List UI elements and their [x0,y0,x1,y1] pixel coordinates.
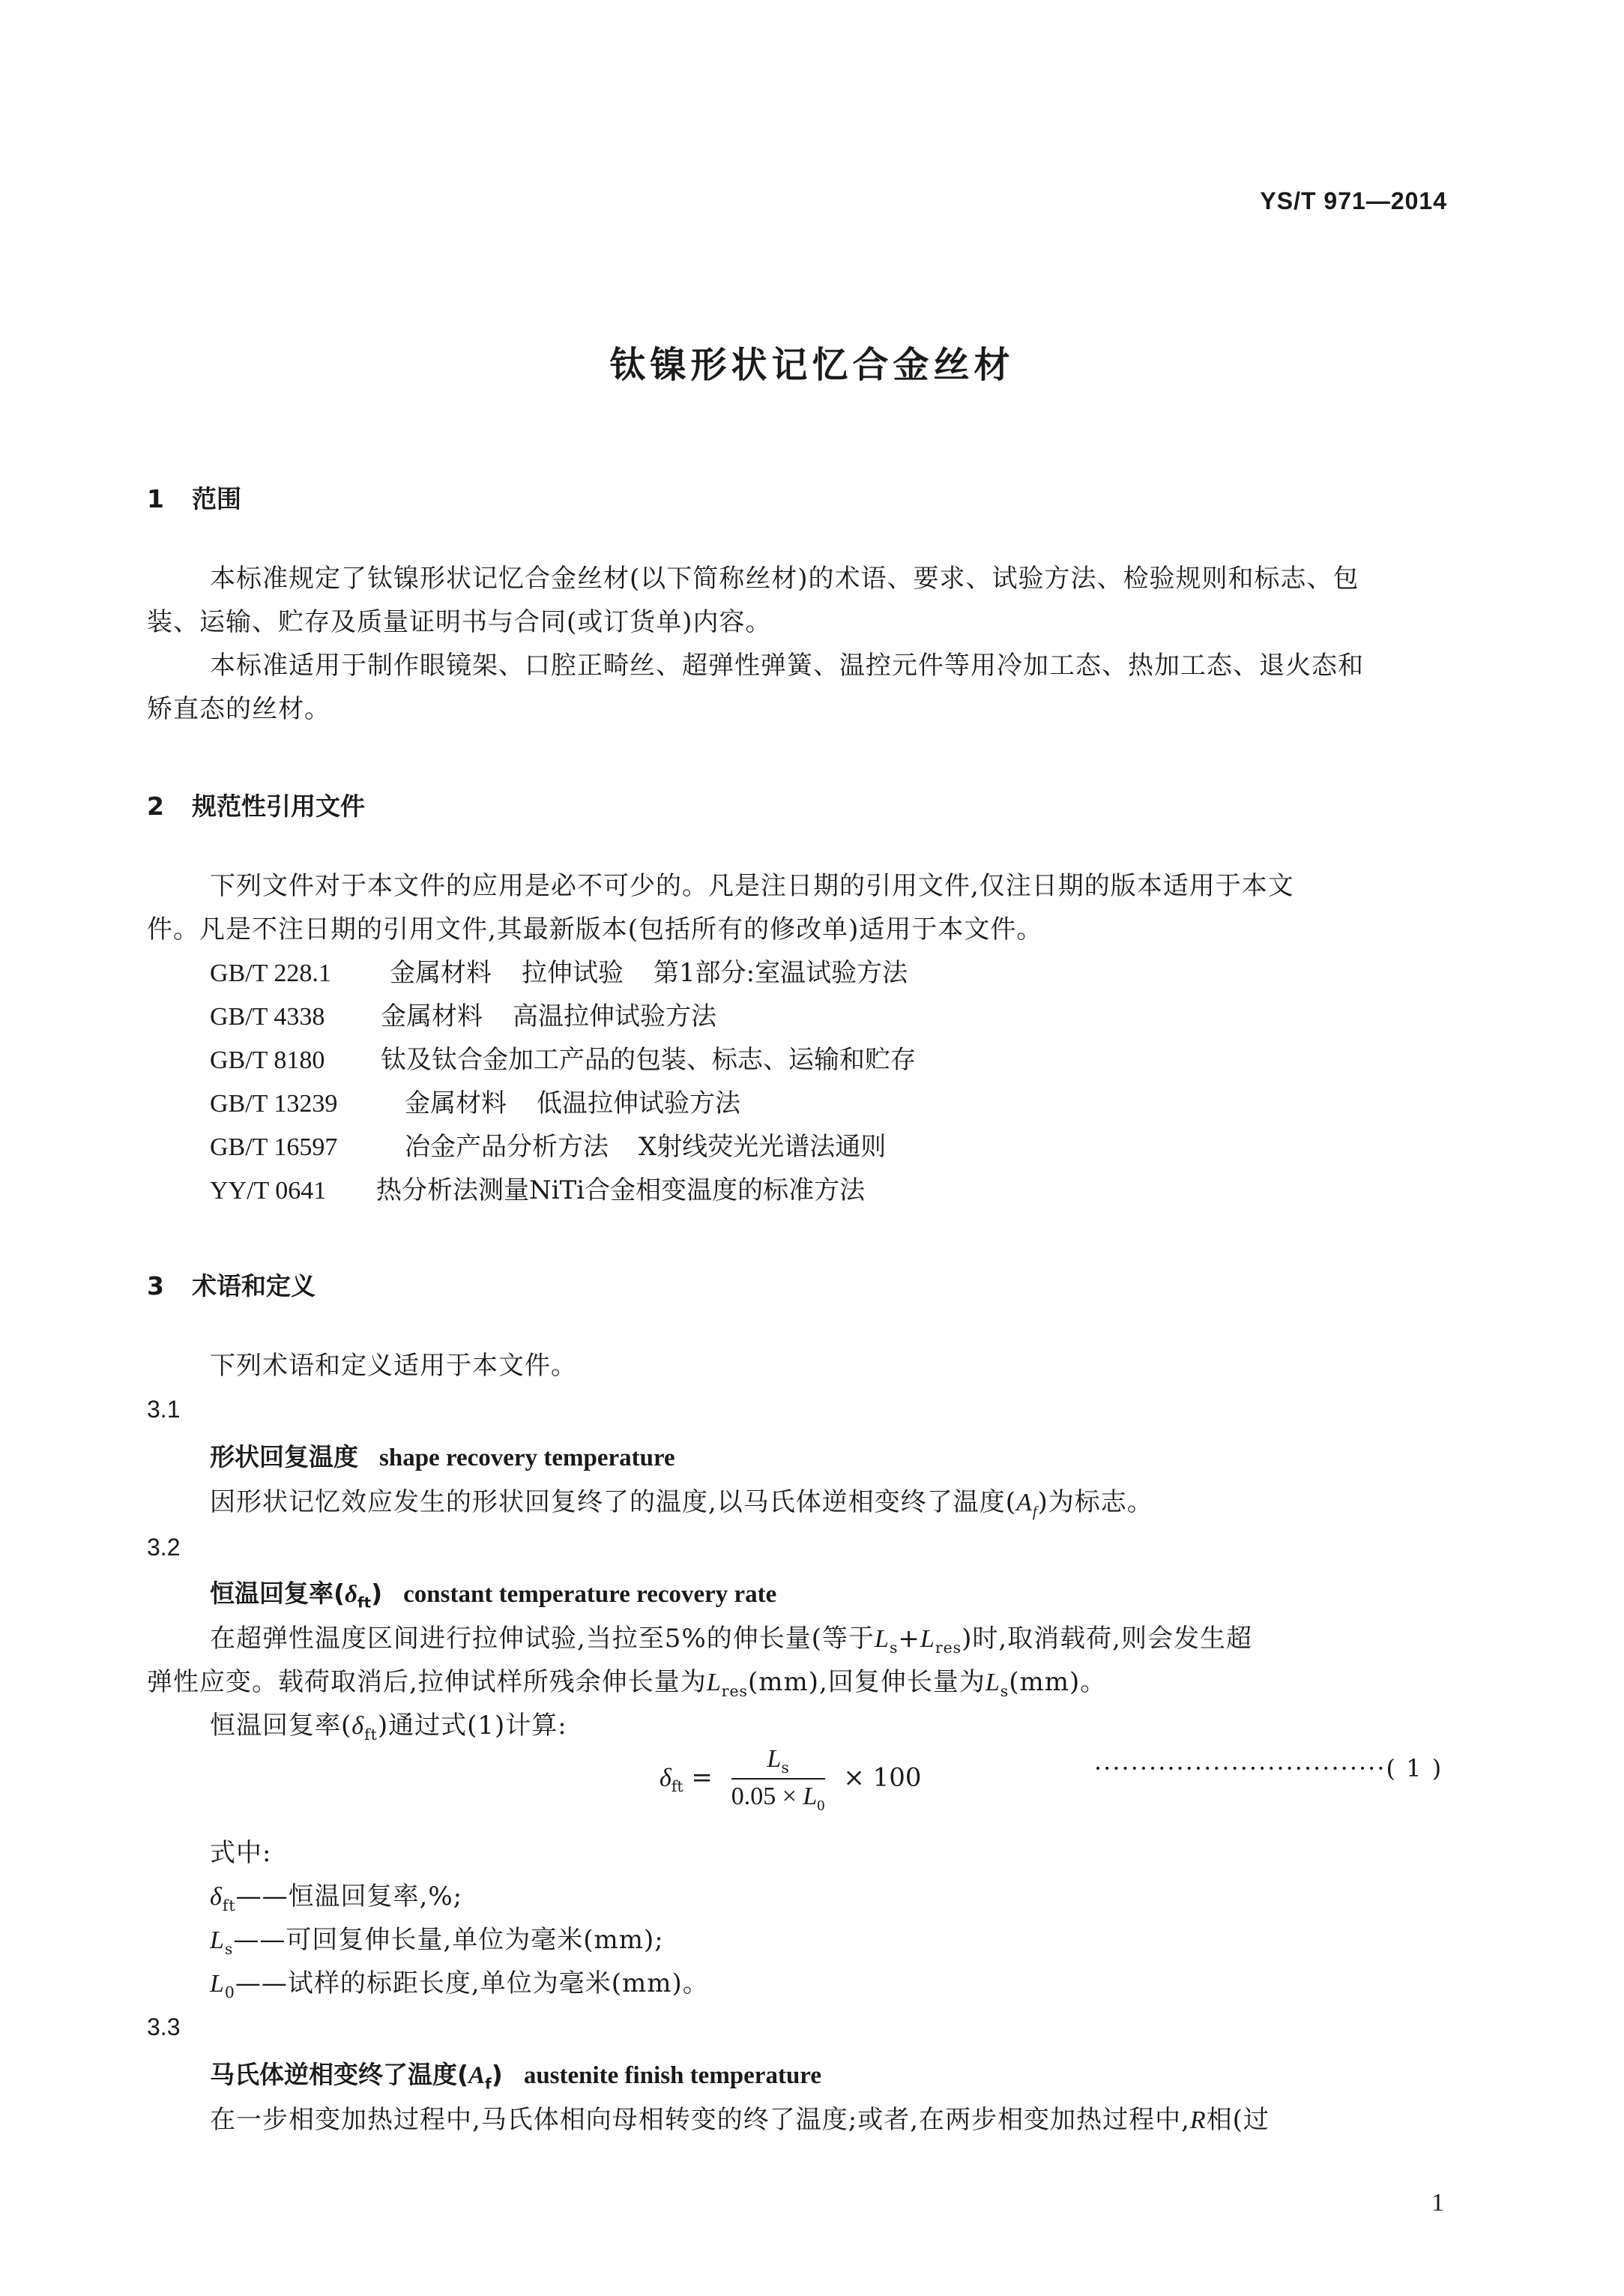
paragraph-line: 本标准规定了钛镍形状记忆合金丝材(以下简称丝材)的术语、要求、试验方法、检验规则和标志、包 [210,564,1359,594]
reference-title: X射线荧光光谱法通则 [639,1132,887,1162]
clause-number: 3.3 [147,2013,181,2040]
reference-title: 金属材料 [405,1088,507,1118]
reference-title: 钛及钛合金加工产品的包装、标志、运输和贮存 [381,1045,916,1075]
paragraph-line: 下列术语和定义适用于本文件。 [210,1351,577,1381]
document-title: 钛镍形状记忆合金丝材 [609,344,1015,386]
term-chinese [210,1579,383,1612]
text-run: 恒温回复率( [210,1711,352,1741]
paragraph-line: 矫直态的丝材。 [147,694,330,724]
text-run: + [898,1624,920,1654]
section-1-heading [147,480,241,515]
reference-title: 热分析法测量NiTi合金相变温度的标准方法 [376,1175,866,1205]
text-run: (mm),回复伸长量为 [748,1667,985,1697]
reference-title: 金属材料 [390,958,492,988]
symbol-subscript: ft [222,1896,236,1914]
definition-line [210,1705,567,1744]
text-run: ——试样的标距长度,单位为毫米(mm)。 [235,1968,709,1998]
symbol: A [1016,1489,1033,1516]
reference-item [210,952,908,989]
formula-equals: = [691,1762,713,1793]
clause-number: 3.1 [147,1396,181,1423]
paragraph-line: 本标准适用于制作眼镜架、口腔正畸丝、超弹性弹簧、温控元件等用冷加工态、热加工态、退火态和 [210,651,1364,681]
text-run: 在一步相变加热过程中,马氏体相向母相转变的终了温度;或者,在两步相变加热过程中, [210,2105,1190,2135]
text-run: )时,取消载荷,则会发生超 [962,1624,1252,1654]
paragraph-line: 件。凡是不注日期的引用文件,其最新版本(包括所有的修改单)适用于本文件。 [147,915,1043,944]
where-item [210,1962,709,2001]
symbol: L [210,1926,225,1954]
section-3-heading [147,1267,316,1302]
text-run: ) [491,2060,503,2089]
formula-multiplier: × 100 [843,1762,922,1793]
symbol-subscript: ft [357,1594,372,1612]
reference-title: 高温拉伸试验方法 [513,1001,716,1031]
formula-lhs-symbol: δ [659,1764,671,1792]
symbol: L [706,1669,722,1696]
section-number: 1 [147,484,164,513]
denominator-subscript: 0 [817,1797,825,1814]
symbol: δ [345,1581,357,1608]
term-english: shape recovery temperature [379,1444,675,1471]
reference-title: 拉伸试验 [522,958,624,988]
reference-code: GB/T 8180 [210,1046,325,1074]
reference-item [210,1082,740,1119]
section-2-heading [147,787,365,822]
text-run: ——恒温回复率,%; [235,1881,463,1911]
denominator-symbol: L [803,1782,818,1810]
formula-numerator [731,1744,825,1780]
reference-item [210,995,716,1032]
symbol: A [468,2062,486,2089]
symbol: L [920,1625,935,1653]
reference-code: GB/T 13239 [210,1090,338,1118]
symbol: R [1189,2106,1207,2134]
numerator-subscript: s [781,1758,789,1777]
page-number: 1 [1431,2189,1444,2217]
reference-code: YY/T 0641 [210,1177,327,1205]
text-run: (mm)。 [1009,1667,1107,1697]
paragraph-line: 下列文件对于本文件的应用是必不可少的。凡是注日期的引用文件,仅注日期的版本适用于本文 [210,871,1294,901]
reference-title: 金属材料 [381,1001,483,1031]
where-item [210,1919,664,1958]
reference-code: GB/T 16597 [210,1133,338,1161]
paragraph-line: 装、运输、贮存及质量证明书与合同(或订货单)内容。 [147,607,772,637]
definition-line [210,1618,1252,1657]
reference-title: 第1部分:室温试验方法 [653,958,908,988]
text-run: 弹性应变。载荷取消后,拉伸试样所残余伸长量为 [147,1667,707,1697]
definition-line [147,1661,1106,1700]
symbol: L [985,1669,1000,1696]
reference-title: 低温拉伸试验方法 [537,1088,740,1118]
leader-dots: ································ [1094,1754,1386,1783]
term-heading [210,1438,675,1473]
symbol-subscript: f [1032,1503,1038,1520]
formula-leader [1094,1754,1443,1783]
text-run: 恒温回复率( [210,1579,345,1608]
clause-number: 3.2 [147,1534,181,1561]
formula-denominator [731,1780,825,1815]
reference-item [210,1126,886,1163]
reference-item [210,1169,865,1206]
text-run: ) [371,1579,383,1608]
text-run: 在超弹性温度区间进行拉伸试验,当拉至5%的伸长量(等于 [210,1624,875,1654]
text-run: 相(过 [1206,2105,1270,2135]
numerator-symbol: L [767,1745,782,1773]
section-number: 2 [147,792,164,821]
denominator-text: 0.05 × [731,1782,803,1810]
text-run: )为标志。 [1037,1487,1153,1517]
term-heading [210,2055,821,2093]
reference-title: 冶金产品分析方法 [405,1132,609,1162]
text-run: 因形状记忆效应发生的形状回复终了的温度,以马氏体逆相变终了温度( [210,1487,1017,1517]
term-chinese: 形状回复温度 [210,1442,358,1471]
section-title: 规范性引用文件 [192,792,365,821]
standard-code: YS/T 971—2014 [1260,187,1447,214]
section-title: 术语和定义 [192,1271,316,1301]
symbol: L [210,1970,225,1998]
formula-fraction [731,1744,825,1815]
reference-item [210,1039,916,1076]
equation-number: ( 1 ) [1386,1754,1443,1783]
section-title: 范围 [192,484,241,513]
term-heading [210,1574,776,1612]
where-label: 式中: [210,1838,272,1868]
text-run: )通过式(1)计算: [377,1711,567,1741]
text-run: ——可回复伸长量,单位为毫米(mm); [233,1925,664,1955]
symbol-subscript: s [889,1638,899,1657]
term-english: austenite finish temperature [523,2062,821,2089]
symbol-subscript: res [935,1638,962,1657]
symbol-subscript: f [485,2075,492,2093]
symbol: L [875,1625,890,1653]
symbol-subscript: s [1000,1681,1009,1700]
reference-code: GB/T 4338 [210,1003,325,1031]
where-item [210,1875,462,1914]
symbol: δ [210,1883,223,1911]
symbol-subscript: 0 [224,1983,235,2001]
symbol-subscript: ft [364,1725,378,1744]
symbol-subscript: s [224,1939,234,1958]
section-number: 3 [147,1271,164,1301]
term-chinese [210,2060,503,2093]
formula-1 [659,1744,922,1815]
symbol-subscript: res [721,1681,749,1700]
term-english: constant temperature recovery rate [403,1581,777,1608]
definition-line [210,2099,1270,2136]
reference-code: GB/T 228.1 [210,959,331,987]
text-run: 马氏体逆相变终了温度( [210,2060,469,2089]
formula-lhs-subscript: ft [671,1777,683,1796]
definition-line [210,1481,1153,1521]
symbol: δ [351,1712,365,1740]
